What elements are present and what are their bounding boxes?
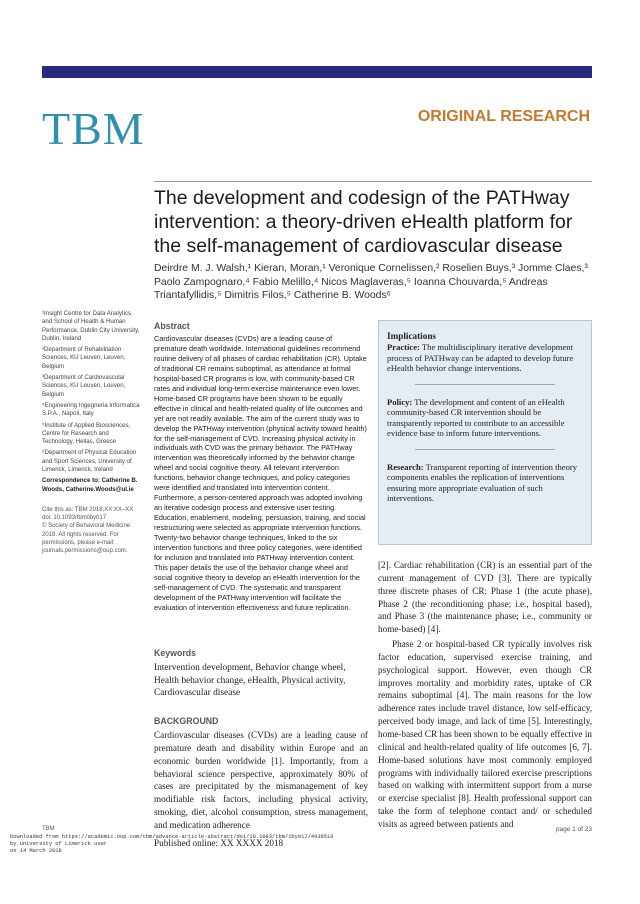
body-paragraph: Phase 2 or hospital-based CR typically involves risk factor education, supervised exercise training, and psychological support. However, even though CR improves mortality and morbidity rates, uptake of CR remains suboptimal [4]. The main reasons for the low adherence rates include travel distance, low self-efficacy, perceived body image, and lack of time [5]. Interestingly, home-based CR has been shown to be equally effective in clinical and health-related quality of life outcomes [6, 7]. Home-based solutions have most commonly employed programs with individually tailored exercise prescriptions based on walking with intermittent support from a nurse or exercise specialist [8]. Health professional support can take the form of telephone contact and/ or scheduled visits as agreed between patients and [378,639,592,829]
copyright-note: © Society of Behavioral Medicine 2018. All rights reserved. For permissions, please e-mail: journals.permissions@oup.com. [42,523,131,555]
section-label: ORIGINAL RESEARCH [417,108,590,125]
author-list: Deirdre M. J. Walsh,¹ Kieran, Moran,¹ Veronique Cornelissen,² Roselien Buys,³ Jomme Claes,³ Paolo Zampognaro,⁴ Fabio Melillo,⁴ Nicos Maglaveras,⁵ Ioanna Chouvarda,⁵ Andreas Triantafyllidis,⁵ Dimitris Filos,⁵ Catherine B. Woods⁶ [154,263,588,301]
header-color-bar [42,66,592,78]
policy-implication [387,397,583,439]
correspondence: Correspondence to: Catherine B. Woods, Catherine.Woods@ul.ie [42,477,138,493]
article-title: The development and codesign of the PATHway intervention: a theory-driven eHealth platform for the self-management of cardiovascular disease [154,187,573,257]
research-label: Research: [387,461,424,472]
policy-text: The development and content of an eHealth community-based CR intervention should be transparently reported to contribute to an accessible evidence base to inform future interventions. [387,396,565,438]
body-paragraph: [2]. Cardiac rehabilitation (CR) is an essential part of the current management of CVD [3]. There are typically three discrete phases of CR: Phase 1 (the acute phase), Phase 2 (the reconditioning phase; i.e., hospital based), and Phase 3 (the maintenance phase; i.e., community or home-based) [4]. [378,560,592,635]
title-rule [154,181,592,182]
abstract-text: Cardiovascular diseases (CVDs) are a leading cause of premature death worldwide. International guidelines recommend routine delivery of all phases of cardiac rehabilitation (CR). Uptake of traditional CR remains suboptimal, as attendance at formal hospital-based CR programs is low, with community-based CR rates and individual long-term exercise maintenance even lower. Home-based CR programs have been shown to be equally effective in clinical and health-related quality of life outcomes and yet are not readily available. The aim of the current study was to develop the PATHway intervention (physical activity toward health) for the self-management of CVD. Increasing physical activity in individuals with CVD was the primary behavior. The PATHway intervention was theoretically informed by the behavior change wheel and social cognitive theory. All relevant intervention functions, behavior change techniques, and policy categories were identified and translated into intervention content. Furthermore, a person-centered approach was adopted involving an iterative codesign process and extensive user testing. Education, enablement, modeling, persuasion, training, and social restructuring were selected as appropriate intervention functions. Twenty-two behavior change techniques, linked to the six intervention functions and three policy categories, were identified for inclusion and translated into PATHway intervention content. This paper details the use of the behavior change wheel and social cognitive theory to develop an eHealth intervention for the self-management of CVD. The systematic and transparent development of the PATHway intervention will facilitate the evaluation of intervention effectiveness and future replication. [154,334,367,612]
background-text: Cardiovascular diseases (CVDs) are a leading cause of premature death and disability within Europe and an economic burden worldwide [1]. Importantly, from a behavioral science perspective, approximately 80% of cases are precipitated by the mismanagement of key modifiable risk factors, including physical activity, smoking, diet, alcohol consumption, stress management, and medication adherence [154,730,368,830]
practice-implication [387,342,583,374]
published-date: Published online: XX XXXX 2018 [154,838,284,848]
affiliation: ²Department of Rehabilitation Sciences, KU Leuven, Leuven, Belgium [42,346,126,370]
cite-as: Cite this as: TBM 2018;XX:XX–XX [42,507,134,513]
footer-journal: TBM [42,826,55,832]
implications-heading: Implications [387,331,437,341]
journal-logo: TBM [42,103,145,154]
research-implication [387,462,583,504]
doi-link[interactable]: doi: 10.1093/tbm/iby017 [42,515,107,522]
implications-box [378,320,592,545]
policy-label: Policy: [387,396,413,407]
box-divider [415,449,555,450]
affiliation: ⁶Department of Physical Education and Sport Sciences, University of Limerick, Limerick, Ireland [42,449,137,474]
affiliation: ¹Insight Centre for Data Analytics and School of Health & Human Performance, Dublin City University, Dublin, Ireland [42,310,140,342]
keywords-text: Intervention development, Behavior change wheel, Health behavior change, eHealth, Physical activity, Cardiovascular disease [154,663,346,699]
box-divider [415,384,555,385]
keywords-heading: Keywords [154,648,197,658]
citation-info [42,506,142,555]
affiliation: ⁴Engineering Ingegneria Informatica S.P.A., Napoli, Italy [42,401,140,418]
body-right-column [378,559,592,831]
background-heading: BACKGROUND [154,716,219,726]
page-number: page 1 of 23 [555,826,592,833]
affiliation: ⁵Institute of Applied Biosciences, Centre for Research and Technology, Hellas, Greece [42,421,131,446]
practice-text: The multidisciplinary iterative development process of PATHway can be adapted to develop future eHealth behavior change interventions. [387,342,574,373]
research-text: Transparent reporting of intervention theory components enables the replication of interventions ensuring more appropriate evaluation of such interventions. [387,461,578,503]
practice-label: Practice: [387,342,420,352]
abstract-heading: Abstract [154,321,190,331]
affiliation: ³Department of Cardiovascular Sciences, KU Leuven, Leuven, Belgium [42,374,126,398]
download-stamp: Downloaded from https://academic.oup.com/tbm/advance-article-abstract/doi/10.1093/tbm/iby017/4939519 by University of Limerick user on 14 March 2018 [10,834,334,854]
affiliations [42,310,142,497]
